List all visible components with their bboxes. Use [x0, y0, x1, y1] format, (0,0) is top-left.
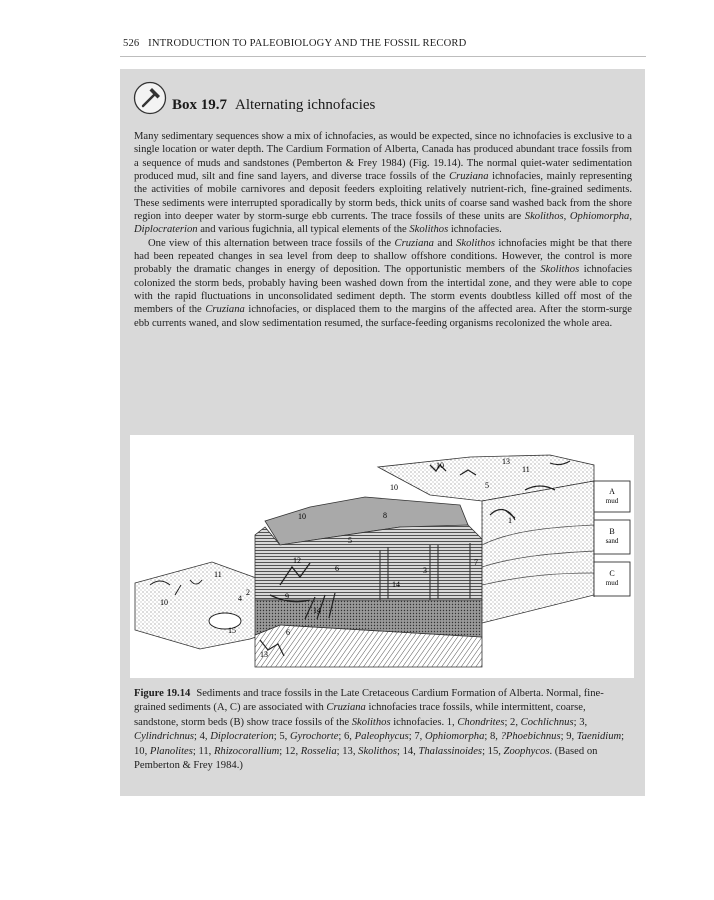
layer-b-letter: B: [609, 527, 615, 536]
fossil-number: 5: [348, 536, 352, 545]
fossil-number: 3: [423, 566, 427, 575]
fossil-number: 11: [522, 465, 530, 474]
fossil-number: 15: [228, 626, 236, 635]
fossil-number: 14: [313, 606, 321, 615]
italic-term: Skolithos: [540, 264, 580, 276]
fossil-number: 10: [436, 461, 444, 470]
fossil-number: 13: [502, 457, 510, 466]
italic-term: Taenidium: [576, 731, 622, 743]
fossil-number: 1: [508, 516, 512, 525]
fossil-number: 14: [392, 580, 400, 589]
caption-text: Sediments and trace fossils in the Late Cretaceous Cardium Formation of Alberta. Normal, fine-grained sediments (A, C) are associated with Cruziana ichnofacies trace fossils, while intermittent, coarse, sandstone, storm beds (B) show trace fossils of the Skolithos ichnofacies. 1, Chondrites; 2, Cochlichnus; 3, Cylindrichnus; 4, Diplocraterion; 5, Gyrochorte; 6, Paleophycus; 7, Ophiomorpha; 8, ?Phoebichnus; 9, Taenidium; 10, Planolites; 11, Rhizocorallium; 12, Rosselia; 13, Skolithos; 14, Thalassinoides; 15, Zoophycos. (Based on Pemberton & Frey 1984.): [134, 688, 625, 772]
running-head-title: INTRODUCTION TO PALEOBIOLOGY AND THE FOSSIL RECORD: [148, 38, 467, 49]
body-paragraph: One view of this alternation between trace fossils of the Cruziana and Skolithos ichnofacies might be that there had been repeated changes in sea level from deep to shallow offshore conditions. However, the control is more probably the dramatic changes in energy of deposition. The opportunistic members of the Skolithos ichnofacies colonized the storm beds, probably having been washed down from the intertidal zone, and they were able to cope with the rapid fluctuations in unconsolidated sediment depth. The storm events doubtless killed off most of the members of the Cruziana ichnofacies, or displaced them to the margins of the affected area. After the storm-surge ebb currents waned, and slow sedimentation resumed, the surface-feeding organisms recolonized the whole area.: [134, 237, 633, 329]
italic-term: Paleophycus: [354, 731, 409, 743]
italic-term: Skolithos: [351, 716, 391, 728]
block-diagram: [130, 435, 634, 678]
italic-term: Cruziana: [449, 171, 489, 183]
fossil-number: 10: [160, 598, 168, 607]
fossil-number: 9: [285, 592, 289, 601]
layer-c-letter: C: [609, 569, 615, 578]
running-head: [123, 38, 643, 49]
italic-term: Cruziana: [326, 702, 366, 714]
layer-a-word: mud: [605, 497, 619, 505]
italic-term: Cruziana: [394, 237, 434, 249]
rock-hammer-icon: [133, 81, 167, 115]
italic-term: Diplocraterion: [134, 224, 198, 236]
fossil-number: 13: [260, 650, 268, 659]
italic-term: Rosselia: [300, 745, 337, 757]
fossil-number: 5: [485, 481, 489, 490]
fossil-number: 6: [335, 564, 339, 573]
fossil-number: 7: [474, 558, 478, 567]
fossil-number: 10: [298, 512, 306, 521]
body-paragraph: Many sedimentary sequences show a mix of ichnofacies, as would be expected, since no ichnofacies is exclusive to a single location or water depth. The Cardium Formation of Alberta, Canada has produced abundant trace fossils from a sequence of muds and sandstones (Pemberton & Frey 1984) (Fig. 19.14). The normal quiet-water sedimentation produced mud, silt and fine sand layers, and diverse trace fossils of the Cruziana ichnofacies, mainly representing the activities of mobile carnivores and deposit feeders exploiting relatively nutrient-rich, fine-grained sediments. These sediments were interrupted sporadically by storm beds, thick units of coarse sand washed back from the shore region into deeper water by storm-surge ebb currents. The trace fossils of these units are Skolithos, Ophiomorpha, Diplocraterion and various fugichnia, all typical elements of the Skolithos ichnofacies.: [134, 131, 633, 236]
fossil-number: 4: [238, 594, 242, 603]
italic-term: Ophiomorpha: [569, 211, 630, 223]
italic-term: Planolites: [149, 745, 193, 757]
page-number: 526: [123, 38, 140, 49]
italic-term: Ophiomorpha: [424, 731, 485, 743]
italic-term: Cochlichnus: [520, 716, 574, 728]
fossil-number: 11: [214, 570, 222, 579]
fossil-number: 6: [286, 628, 290, 637]
fossil-number: 2: [246, 588, 250, 597]
box-title: [172, 97, 375, 114]
italic-term: Gyrochorte: [289, 731, 339, 743]
fossil-number: 8: [383, 511, 387, 520]
layer-a-letter: A: [609, 487, 615, 496]
figure-label: Figure 19.14: [134, 688, 191, 699]
box-number: Box 19.7: [172, 97, 228, 113]
italic-term: ?Phoebichnus: [500, 731, 561, 743]
fossil-number: 12: [293, 556, 301, 565]
italic-term: Skolithos: [456, 237, 495, 249]
box-panel: [120, 69, 645, 796]
box-title-text: Alternating ichnofacies: [235, 97, 376, 113]
layer-c-word: mud: [605, 579, 619, 587]
italic-term: Chondrites: [457, 716, 505, 728]
layer-b-word: sand: [605, 537, 619, 545]
italic-term: Cylindrichnus: [134, 731, 195, 743]
italic-term: Rhizocorallium: [213, 745, 280, 757]
header-rule: [120, 56, 646, 57]
italic-term: Skolithos: [409, 224, 449, 236]
italic-term: Diplocraterion: [210, 731, 274, 743]
italic-term: Skolithos: [524, 211, 564, 223]
figure-block-diagram: [130, 435, 634, 678]
italic-term: Thalassinoides: [418, 745, 483, 757]
figure-caption: [134, 687, 630, 773]
box-body: [134, 130, 632, 330]
italic-term: Zoophycos: [503, 745, 550, 757]
fossil-number: 10: [390, 483, 398, 492]
italic-term: Skolithos: [358, 745, 397, 757]
italic-term: Cruziana: [205, 304, 245, 316]
